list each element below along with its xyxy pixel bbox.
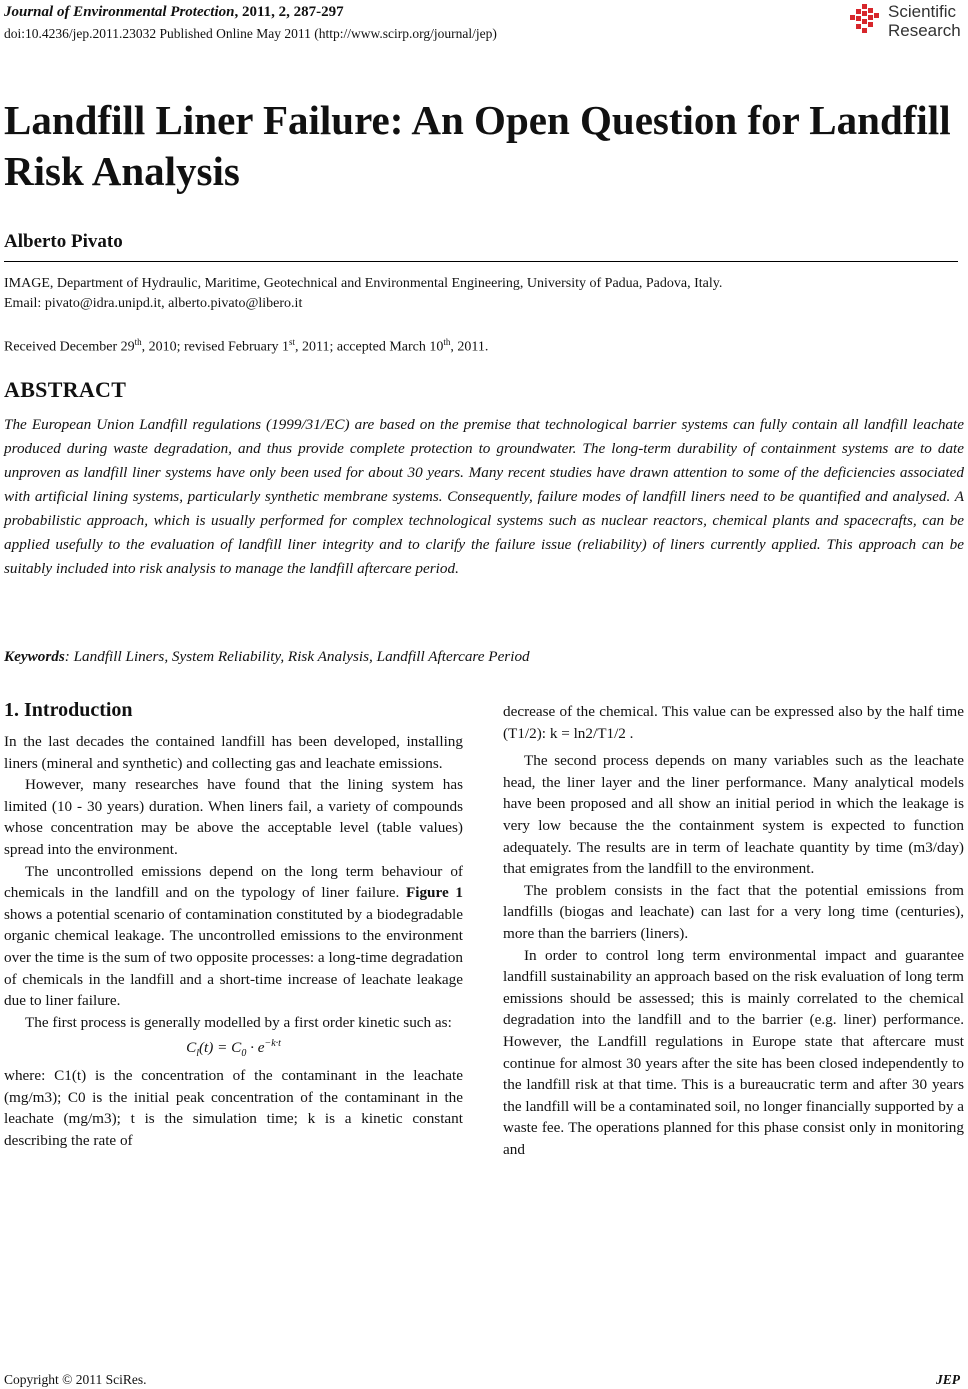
received-dates — [4, 337, 488, 356]
paragraph: However, many researches have found that the lining system has limited (10 - 30 years) duration. When liners fail, a variety of compounds whose concentration may be above the acceptable level (table values) spread into the environment. — [4, 776, 463, 858]
paragraph: decrease of the chemical. This value can be expressed also by the half time (T1/2): k = ln2/T1/2 . — [503, 703, 964, 742]
accepted-text: , 2011; accepted March 10 — [295, 339, 444, 355]
paragraph-text: The uncontrolled emissions depend on the long term behaviour of chemicals in the landfill and on the typology of liner failure. — [4, 862, 463, 902]
body-column-right — [503, 701, 964, 1160]
affiliation: IMAGE, Department of Hydraulic, Maritime, Geotechnical and Environmental Engineering, University of Padua, Padova, Italy. — [4, 276, 723, 291]
copyright-footer: Copyright © 2011 SciRes. — [4, 1372, 147, 1387]
paragraph — [4, 861, 463, 1012]
paragraph-text: shows a potential scenario of contamination constituted by a biodegradable organic chemical leakage. The uncontrolled emissions to the environment over the time is the sum of two opposite processes: a long-time degradation of chemicals in the landfill and a short-time increase of leachate leakage due to liner failure. — [4, 905, 463, 1010]
keywords-label: Keywords — [4, 648, 65, 665]
header-divider — [4, 261, 958, 262]
doi-line[interactable]: doi:10.4236/jep.2011.23032 Published Online May 2011 (http://www.scirp.org/journal/jep) — [4, 26, 497, 41]
revised-text: , 2010; revised February 1 — [141, 339, 289, 355]
paragraph: In order to control long term environmental impact and guarantee landfill sustainability an approach based on the risk evaluation of long term emissions should be assessed; this is mainly correlated to the chemical degradation into the landfill and to the barrier (e.g. liner) performance. However, the Landfill regulations in Europe state that aftercare must continue for almost 30 years after the site has been closed independently to the landfill risk at that time. This is a bureaucratic term and after 30 years the landfill will be a contaminated soil, no longer financially supported by a waste fee. The operations planned for this phase consist only in monitoring and — [503, 946, 964, 1158]
body-column-left — [4, 698, 463, 1151]
figure-reference[interactable]: Figure 1 — [405, 884, 463, 902]
scirp-logo-icon — [848, 4, 884, 36]
abstract-text: The European Union Landfill regulations (1999/31/EC) are based on the premise that technological barrier systems can fully contain all landfill leachate produced during waste degradation, and thus provide complete protection to groundwater. The long-term durability of containment systems are to date unproven as landfill liner systems have only been used for about 30 years. Many recent studies have drawn attention to some of the deficiencies associated with artificial lining systems, particularly synthetic membrane systems. Consequently, failure modes of landfill liners need to be quantified and analysed. A probabilistic approach, which is usually performed for complex technological systems such as nuclear reactors, chemical plants and spacecrafts, can be applied usefully to the evaluation of landfill liner integrity and to clarify the failure issue (reliability) of liners currently applied. This approach can be suitably included into risk analysis to manage the landfill aftercare period. — [4, 416, 964, 577]
section-heading-introduction: 1. Introduction — [4, 699, 133, 721]
logo-text-scientific: Scientific — [888, 2, 957, 21]
paragraph: The first process is generally modelled by a first order kinetic such as: — [25, 1013, 452, 1031]
journal-citation — [4, 4, 344, 21]
keywords — [4, 648, 530, 666]
journal-volume: , 2011, 2, 287-297 — [234, 4, 344, 20]
accepted-year: , 2011. — [450, 339, 489, 355]
journal-name: Journal of Environmental Protection — [4, 4, 235, 20]
paper-title: Landfill Liner Failure: An Open Question for Landfill Risk Analysis — [4, 97, 951, 194]
affiliation-block — [4, 274, 722, 314]
keywords-list: : Landfill Liners, System Reliability, Risk Analysis, Landfill Aftercare Period — [64, 648, 530, 665]
paragraph: The problem consists in the fact that the potential emissions from landfills (biogas and leachate) can last for a very long time (centuries), more than the barriers (liners). — [503, 881, 964, 942]
logo-text-research: Research — [888, 21, 961, 40]
received-text: Received December 29 — [4, 339, 135, 355]
abstract-heading: ABSTRACT — [4, 377, 127, 402]
journal-abbreviation: JEP — [936, 1372, 961, 1387]
author-email[interactable]: Email: pivato@idra.unipd.it, alberto.pivato@libero.it — [4, 296, 303, 311]
paragraph: where: C1(t) is the concentration of the contaminant in the leachate (mg/m3); C0 is the initial peak concentration of the contaminant in the leachate (mg/m3); t is the simulation time; k is a kinetic constant describing the rate of — [4, 1067, 463, 1149]
received-sup: th — [134, 337, 142, 347]
revised-sup: st — [288, 337, 295, 347]
accepted-sup: th — [443, 337, 451, 347]
paragraph: The second process depends on many variables such as the leachate head, the liner layer and the liner performance. Many analytical models have been proposed and all show an initial period in which the leakage is very low because the the containment system is expected to function adequately. The results are in term of leachate quantity by time (m3/day) that emigrates from the landfill to the environment. — [503, 752, 964, 878]
paragraph: In the last decades the contained landfill has been developed, installing liners (mineral and synthetic) and collecting gas and leachate emissions. — [4, 733, 463, 772]
publisher-logo — [848, 0, 968, 44]
author-name: Alberto Pivato — [4, 231, 123, 252]
equation-first-order-kinetic: $C_l(t) = C_0 \cdot e^{-k\cdot t}$ — [186, 1038, 281, 1060]
